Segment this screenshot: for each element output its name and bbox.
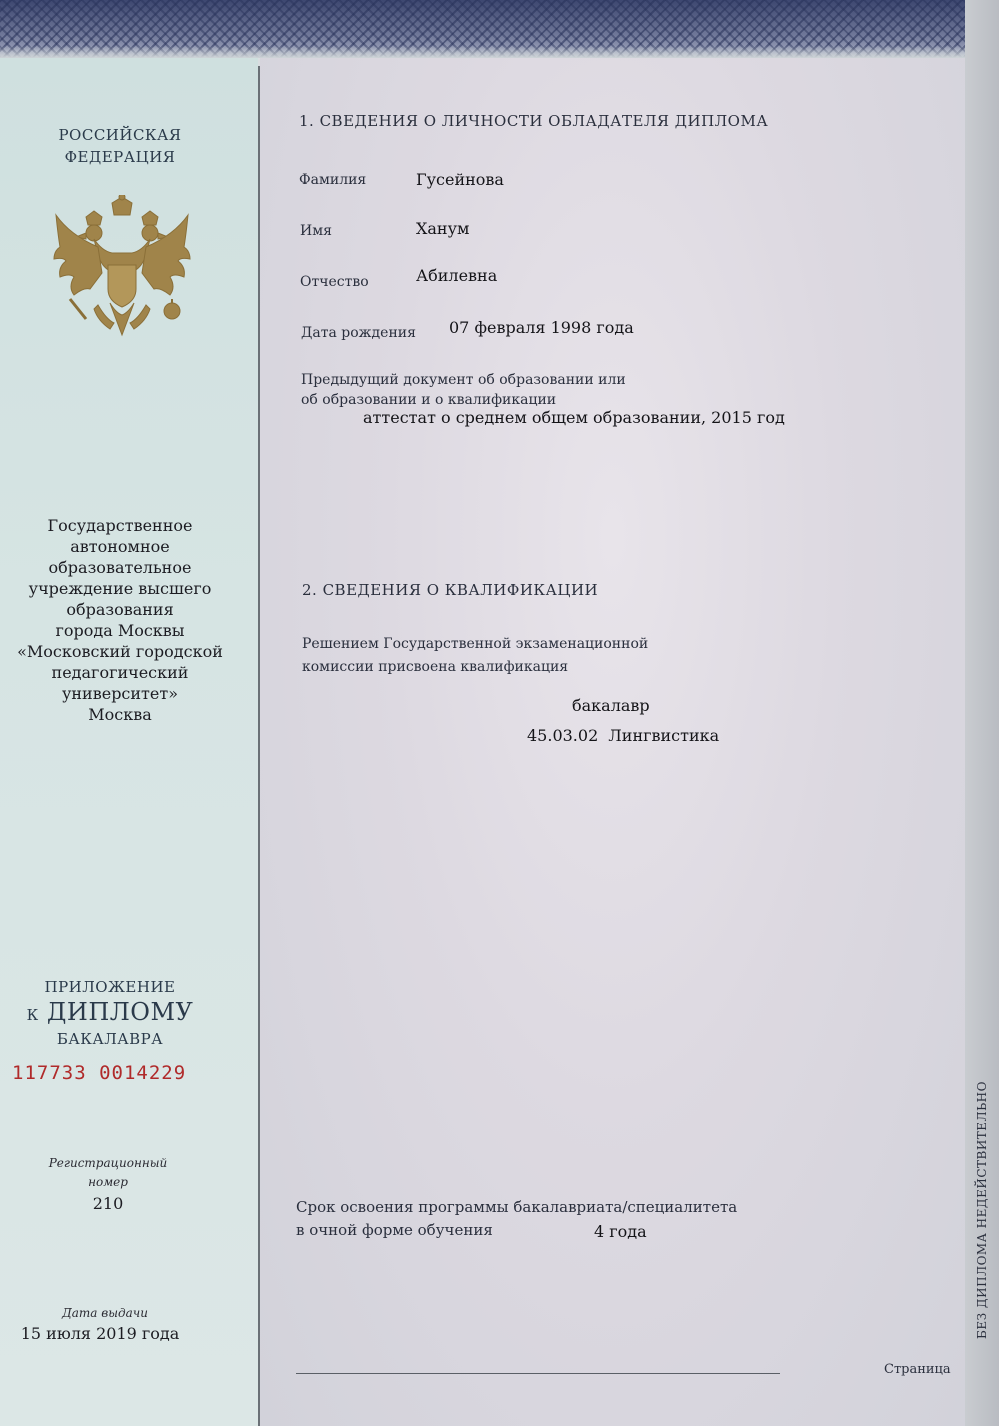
- patronymic-value: Абилевна: [416, 266, 498, 285]
- qualification-value: бакалавр: [572, 696, 650, 715]
- duration-label-line-2: в очной форме обучения: [296, 1221, 493, 1239]
- specialty-value: 45.03.02 Лингвистика: [527, 726, 720, 745]
- institution-name: [0, 515, 240, 725]
- decorative-border: [0, 0, 999, 58]
- name-label: Имя: [300, 223, 332, 239]
- registration-label-line-2: номер: [88, 1175, 128, 1189]
- section-1-title: 1. СВЕДЕНИЯ О ЛИЧНОСТИ ОБЛАДАТЕЛЯ ДИПЛОМА: [299, 112, 769, 130]
- appendix-line-1: ПРИЛОЖЕНИЕ: [44, 978, 176, 996]
- page-label: Страница: [884, 1362, 951, 1377]
- institution-line: учреждение высшего: [28, 579, 212, 598]
- institution-line: автономное: [70, 537, 170, 556]
- surname-value: Гусейнова: [416, 170, 504, 189]
- duration-label-line-1: Срок освоения программы бакалавриата/специалитета: [296, 1198, 738, 1216]
- institution-line: образования: [66, 600, 174, 619]
- double-headed-eagle-emblem-icon: [50, 195, 195, 345]
- previous-document-label-line-1: Предыдущий документ об образовании или: [301, 372, 626, 388]
- decision-text-line-1: Решением Государственной экзаменационной: [302, 636, 649, 652]
- panel-divider: [258, 66, 260, 1426]
- decision-text-line-2: комиссии присвоена квалификация: [302, 659, 569, 675]
- institution-line: города Москвы: [55, 621, 185, 640]
- section-2-title: 2. СВЕДЕНИЯ О КВАЛИФИКАЦИИ: [302, 581, 599, 599]
- signature-line: [296, 1373, 780, 1374]
- appendix-title: [0, 976, 220, 1049]
- previous-document-value: аттестат о среднем общем образовании, 2015 год: [363, 408, 785, 427]
- institution-line: Москва: [88, 705, 152, 724]
- institution-line: «Московский городской: [17, 642, 223, 661]
- serial-number: 117733 0014229: [12, 1062, 187, 1084]
- appendix-prefix: К: [26, 1006, 39, 1024]
- institution-line: университет»: [61, 684, 179, 703]
- birth-date-label: Дата рождения: [301, 325, 416, 341]
- institution-line: педагогический: [51, 663, 189, 682]
- institution-line: Государственное: [47, 516, 193, 535]
- country-line-2: ФЕДЕРАЦИЯ: [64, 148, 176, 166]
- appendix-line-2: [0, 998, 220, 1029]
- registration-number: 210: [92, 1194, 124, 1213]
- institution-line: образовательное: [48, 558, 192, 577]
- registration-label-line-1: Регистрационный: [48, 1156, 168, 1170]
- birth-date-value: 07 февраля 1998 года: [449, 318, 634, 337]
- previous-document-label-line-2: об образовании и о квалификации: [301, 392, 557, 408]
- name-value: Ханум: [416, 219, 470, 238]
- appendix-word: ДИПЛОМУ: [46, 998, 194, 1026]
- country-name: [0, 124, 240, 168]
- registration-label: [0, 1154, 216, 1192]
- issue-date: 15 июля 2019 года: [20, 1324, 180, 1343]
- appendix-line-3: БАКАЛАВРА: [56, 1030, 164, 1048]
- duration-value: 4 года: [594, 1222, 647, 1241]
- issue-date-label: Дата выдачи: [62, 1306, 148, 1320]
- side-note: БЕЗ ДИПЛОМА НЕДЕЙСТВИТЕЛЬНО: [975, 1081, 989, 1339]
- patronymic-label: Отчество: [300, 274, 369, 290]
- surname-label: Фамилия: [299, 172, 367, 188]
- country-line-1: РОССИЙСКАЯ: [58, 126, 182, 144]
